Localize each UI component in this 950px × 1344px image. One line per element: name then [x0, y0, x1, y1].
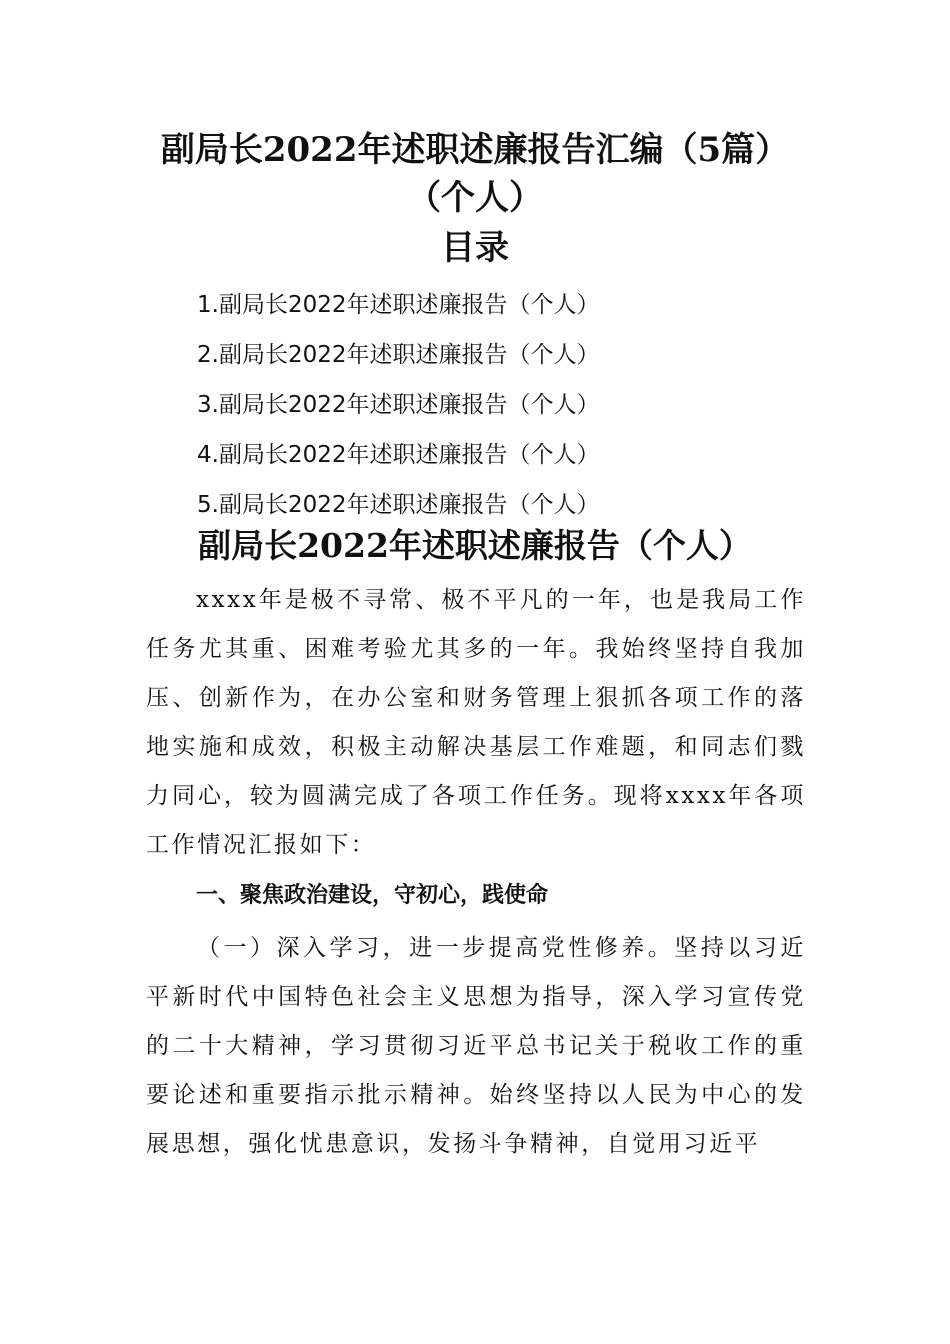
toc-item-4[interactable]: 4.副局长2022年述职述廉报告（个人） — [197, 442, 600, 468]
toc-heading: 目录 — [441, 228, 509, 268]
toc-item-3[interactable]: 3.副局长2022年述职述廉报告（个人） — [197, 392, 600, 418]
toc-item-1[interactable]: 1.副局长2022年述职述廉报告（个人） — [197, 292, 600, 318]
paragraph-section1-1 — [146, 924, 806, 1169]
paragraph-intro — [146, 576, 806, 870]
section-heading-1: 一、聚焦政治建设，守初心，践使命 — [196, 883, 549, 908]
document-title-line1: 副局长2022年述职述廉报告汇编（5篇） — [160, 130, 790, 170]
table-of-contents — [197, 280, 599, 530]
toc-item-2[interactable]: 2.副局长2022年述职述廉报告（个人） — [197, 342, 600, 368]
toc-item-5[interactable]: 5.副局长2022年述职述廉报告（个人） — [197, 492, 600, 518]
document-title-line2: （个人） — [407, 178, 543, 218]
paragraph-intro-text: xxxx年是极不寻常、极不平凡的一年，也是我局工作任务尤其重、困难考验尤其多的一年。我始终坚持自我加压、创新作为，在办公室和财务管理上狠抓各项工作的落地实施和成效，积极主动解决基层工作难题，和同志们戮力同心，较为圆满完成了各项工作任务。现将xxxx年各项工作情况汇报如下： — [146, 587, 806, 858]
paragraph-section1-1-text: （一）深入学习，进一步提高党性修养。坚持以习近平新时代中国特色社会主义思想为指导，深入学习宣传党的二十大精神，学习贯彻习近平总书记关于税收工作的重要论述和重要指示批示精神。始终坚持以人民为中心的发展思想，强化忧患意识，发扬斗争精神，自觉用习近平 — [146, 935, 806, 1157]
report-title: 副局长2022年述职述廉报告（个人） — [198, 526, 752, 565]
